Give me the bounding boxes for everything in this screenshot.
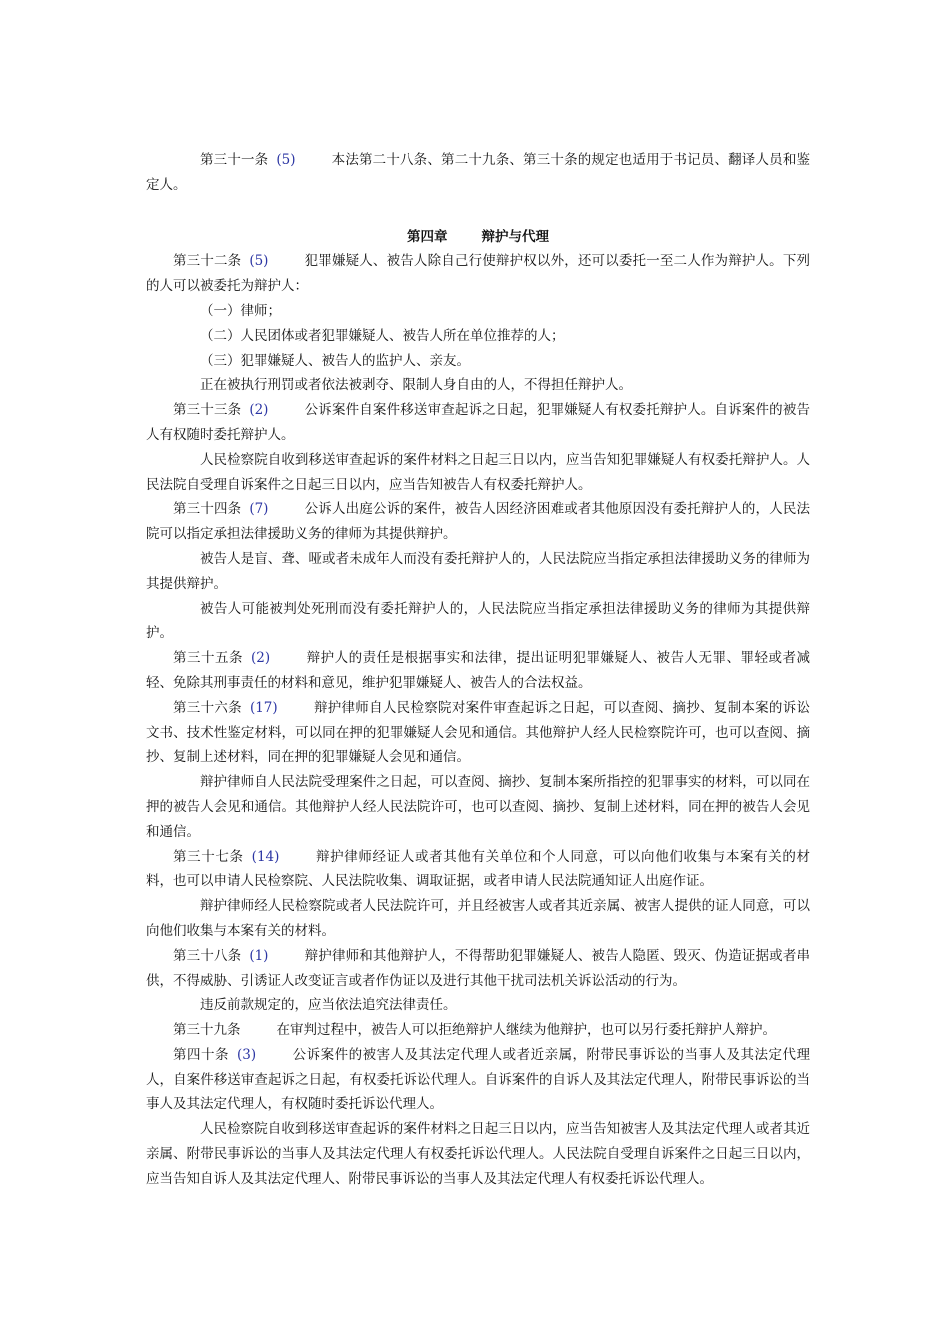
article-paragraph: 被告人是盲、聋、哑或者未成年人而没有委托辩护人的，人民法院应当指定承担法律援助义务的律师为其提供辩护。 bbox=[146, 550, 810, 592]
article-number: 第四十条 bbox=[173, 1046, 229, 1063]
article-paragraph: 人民检察院自收到移送审查起诉的案件材料之日起三日以内，应当告知犯罪嫌疑人有权委托辩护人。人民法院自受理自诉案件之日起三日以内，应当告知被告人有权委托辩护人。 bbox=[146, 451, 810, 493]
article-34 bbox=[146, 497, 810, 547]
chapter-title: 辩护与代理 bbox=[481, 228, 549, 245]
article-text: 公诉案件的被害人及其法定代理人或者近亲属，附带民事诉讼的当事人及其法定代理人，自案件移送审查起诉之日起，有权委托诉讼代理人。自诉案件的自诉人及其法定代理人，附带民事诉讼的当事人及其法定代理人，有权随时委托诉讼代理人。 bbox=[146, 1046, 811, 1113]
amendment-ref-link[interactable]: (5) bbox=[249, 253, 269, 270]
article-39 bbox=[146, 1018, 810, 1043]
article-paragraph: 正在被执行刑罚或者依法被剥夺、限制人身自由的人，不得担任辩护人。 bbox=[200, 377, 632, 394]
article-number: 第三十七条 bbox=[173, 848, 244, 865]
list-item: （三）犯罪嫌疑人、被告人的监护人、亲友。 bbox=[200, 352, 470, 369]
amendment-ref-link[interactable]: (2) bbox=[251, 650, 271, 667]
article-40 bbox=[146, 1043, 810, 1117]
amendment-ref-link[interactable]: (2) bbox=[249, 402, 269, 419]
article-paragraph: 人民检察院自收到移送审查起诉的案件材料之日起三日以内，应当告知被害人及其法定代理人或者其近亲属、附带民事诉讼的当事人及其法定代理人有权委托诉讼代理人。人民法院自受理自诉案件之日起三日以内，应当告知自诉人及其法定代理人、附带民事诉讼的当事人及其法定代理人有权委托诉讼代理人。 bbox=[146, 1121, 810, 1187]
article-text: 本法第二十八条、第二十九条、第三十条的规定也适用于书记员、翻译人员和鉴定人。 bbox=[146, 152, 810, 193]
article-31 bbox=[146, 148, 810, 198]
article-text: 公诉人出庭公诉的案件，被告人因经济困难或者其他原因没有委托辩护人的，人民法院可以指定承担法律援助义务的律师为其提供辩护。 bbox=[146, 501, 811, 543]
amendment-ref-link[interactable]: (5) bbox=[276, 152, 296, 168]
amendment-ref-link[interactable]: (17) bbox=[249, 699, 278, 716]
article-text: 在审判过程中，被告人可以拒绝辩护人继续为他辩护，也可以另行委托辩护人辩护。 bbox=[276, 1022, 776, 1039]
article-32 bbox=[146, 249, 810, 299]
article-number: 第三十五条 bbox=[173, 650, 243, 667]
list-item: （二）人民团体或者犯罪嫌疑人、被告人所在单位推荐的人； bbox=[200, 327, 565, 344]
article-number: 第三十三条 bbox=[173, 402, 242, 419]
chapter-heading bbox=[146, 225, 810, 250]
article-36 bbox=[146, 696, 810, 770]
article-number: 第三十四条 bbox=[173, 501, 242, 518]
article-number: 第三十六条 bbox=[173, 699, 242, 716]
article-35 bbox=[146, 646, 810, 696]
article-paragraph: 被告人可能被判处死刑而没有委托辩护人的，人民法院应当指定承担法律援助义务的律师为其提供辩护。 bbox=[146, 600, 810, 642]
article-number: 第三十八条 bbox=[173, 947, 242, 964]
article-text: 辩护律师自人民检察院对案件审查起诉之日起，可以查阅、摘抄、复制本案的诉讼文书、技术性鉴定材料，可以同在押的犯罪嫌疑人会见和通信。其他辩护人经人民检察院许可，也可以查阅、摘抄、复制上述材料，同在押的犯罪嫌疑人会见和通信。 bbox=[146, 699, 810, 766]
article-text: 辩护人的责任是根据事实和法律，提出证明犯罪嫌疑人、被告人无罪、罪轻或者减轻、免除其刑事责任的材料和意见，维护犯罪嫌疑人、被告人的合法权益。 bbox=[146, 650, 811, 691]
article-text: 公诉案件自案件移送审查起诉之日起，犯罪嫌疑人有权委托辩护人。自诉案件的被告人有权随时委托辩护人。 bbox=[146, 402, 811, 443]
article-number: 第三十二条 bbox=[173, 253, 242, 270]
amendment-ref-link[interactable]: (7) bbox=[249, 501, 269, 518]
article-37 bbox=[146, 845, 810, 895]
article-text: 辩护律师经证人或者其他有关单位和个人同意，可以向他们收集与本案有关的材料，也可以申请人民检察院、人民法院收集、调取证据，或者申请人民法院通知证人出庭作证。 bbox=[146, 848, 811, 890]
article-33 bbox=[146, 398, 810, 448]
article-number: 第三十一条 bbox=[200, 152, 269, 168]
amendment-ref-link[interactable]: (3) bbox=[237, 1046, 257, 1063]
article-paragraph: 辩护律师经人民检察院或者人民法院许可，并且经被害人或者其近亲属、被害人提供的证人同意，可以向他们收集与本案有关的材料。 bbox=[146, 898, 810, 939]
article-text: 犯罪嫌疑人、被告人除自己行使辩护权以外，还可以委托一至二人作为辩护人。下列的人可以被委托为辩护人： bbox=[146, 253, 811, 295]
chapter-number: 第四章 bbox=[407, 228, 448, 245]
article-38 bbox=[146, 944, 810, 994]
article-text: 辩护律师和其他辩护人，不得帮助犯罪嫌疑人、被告人隐匿、毁灭、伪造证据或者串供，不得威胁、引诱证人改变证言或者作伪证以及进行其他干扰司法机关诉讼活动的行为。 bbox=[146, 947, 811, 989]
article-paragraph: 辩护律师自人民法院受理案件之日起，可以查阅、摘抄、复制本案所指控的犯罪事实的材料，可以同在押的被告人会见和通信。其他辩护人经人民法院许可，也可以查阅、摘抄、复制上述材料，同在押的被告人会见和通信。 bbox=[146, 774, 810, 840]
article-paragraph: 违反前款规定的，应当依法追究法律责任。 bbox=[200, 997, 457, 1014]
document-page bbox=[146, 148, 810, 1192]
amendment-ref-link[interactable]: (14) bbox=[251, 848, 280, 865]
list-item: （一）律师； bbox=[200, 302, 281, 319]
amendment-ref-link[interactable]: (1) bbox=[249, 947, 269, 964]
article-number: 第三十九条 bbox=[173, 1022, 241, 1039]
